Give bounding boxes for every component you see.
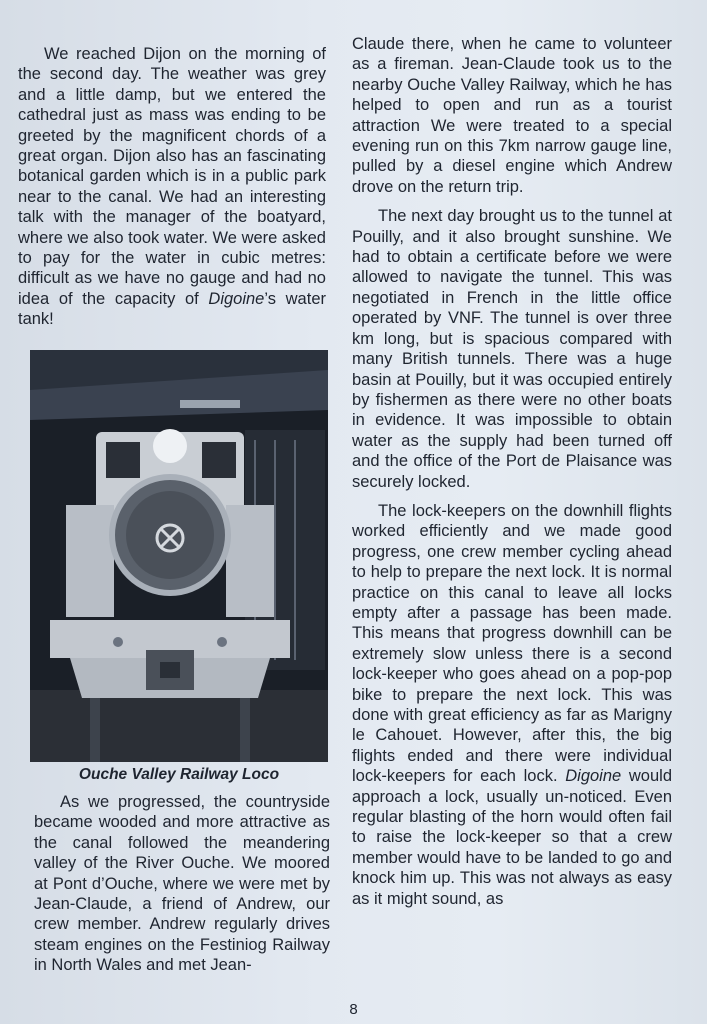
page-number: 8 bbox=[349, 1001, 358, 1018]
locomotive-illustration bbox=[30, 350, 328, 762]
paragraph-jean-claude: Claude there, when he came to volunteer as a fireman. Jean-Claude took us to the nearby Ouche Valley Railway, which he has helped to open and run as a tourist attraction We were treated to a special evening run on this 7km narrow gauge line, pulled by a diesel engine which Andrew drove on the return trip. bbox=[352, 35, 672, 196]
left-column-bottom bbox=[34, 792, 330, 976]
boat-name: Digoine bbox=[208, 289, 265, 308]
boat-name: Digoine bbox=[565, 767, 622, 786]
paragraph-countryside: As we progressed, the countryside became wooded and more attractive as the canal followed the meandering valley of the River Ouche. We moored at Pont d’Ouche, where we were met by Jean-Claude, a friend of Andrew, our crew member. Andrew regularly drives steam engines on the Festiniog Railway in North Wales and met Jean- bbox=[34, 793, 330, 975]
paragraph-dijon: We reached Dijon on the morning of the second day. The weather was grey and a little damp, but we entered the cathedral just as mass was ending to be greeted by the magnificent chords of a great organ. Dijon also has an fascinating botanical garden which is in a public park near to the canal. We had an interesting talk with the manager of the boatyard, where we also took water. We were asked to pay for the water in cubic metres: difficult as we have no gauge and had no idea of the capacity of Digoine’s water tank! bbox=[18, 45, 326, 329]
left-column-top bbox=[18, 44, 326, 330]
right-column bbox=[352, 34, 672, 909]
figure-caption: Ouche Valley Railway Loco bbox=[78, 766, 280, 783]
locomotive-photo bbox=[30, 350, 328, 762]
paragraph-lock-keepers: The lock-keepers on the downhill flights worked efficiently and we made good progress, one crew member cycling ahead to help to prepare the next lock. It is normal practice on this canal to leave all locks empty after a passage has been made. This means that progress downhill can be extremely slow unless there is a second lock-keeper who goes ahead on a pop-pop bike to prepare the next lock. This was done with great efficiency as far as Marigny le Cahouet. However, after this, the big flights ended and there were individual lock-keepers for each lock. Digoine would approach a lock, usually un-noticed. Even regular blasting of the horn would often fail to raise the lock-keeper so that a crew member would have to be landed to go and knock him up. This was not always as easy as it might sound, as bbox=[352, 501, 672, 908]
paragraph-pouilly-tunnel: The next day brought us to the tunnel at Pouilly, and it also brought sunshine. We had to obtain a certificate before we were allowed to navigate the tunnel. This was negotiated in French in the little office operated by VNF. The tunnel is over three km long, but is spacious compared with many British tunnels. There was a huge basin at Pouilly, but it was occupied entirely by fishermen as there were no other boats in evidence. It was impossible to obtain water as the supply had been turned off and the office of the Port de Plaisance was securely locked. bbox=[352, 207, 672, 491]
